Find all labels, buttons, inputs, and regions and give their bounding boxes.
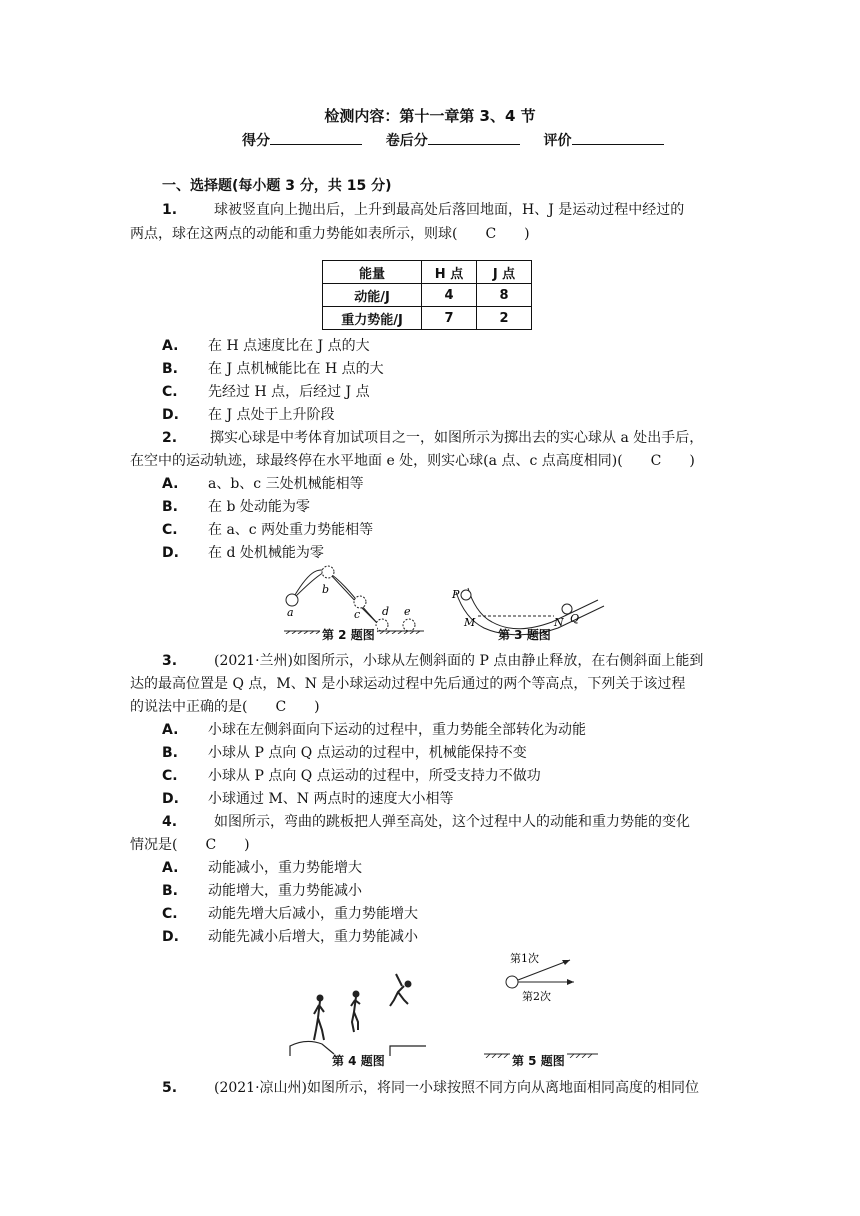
option-label: A. [162, 338, 179, 354]
option-text: 在 a、c 两处重力势能相等 [208, 522, 374, 538]
q5-stem-line1 [162, 1078, 699, 1098]
option-label: D. [162, 545, 179, 561]
q1-stem-line2: 两点，球在这两点的动能和重力势能如表所示，则球( C ) [130, 226, 530, 242]
ball-a [286, 594, 298, 606]
figure-5-caption: 第 5 题图 [512, 1054, 565, 1068]
q4-option-a [162, 858, 362, 878]
option-text: 在 H 点速度比在 J 点的大 [208, 338, 370, 354]
table-cell: 4 [422, 284, 477, 307]
option-text: a、b、c 三处机械能相等 [208, 476, 364, 492]
option-label: C. [162, 768, 178, 784]
q3-stem-text1: (2021·兰州)如图所示，小球从左侧斜面的 P 点由静止释放，在右侧斜面上能到 [214, 653, 704, 669]
q4-stem-line1 [162, 812, 690, 832]
option-label: B. [162, 883, 178, 899]
option-text: 小球从 P 点向 Q 点运动的过程中，所受支持力不做功 [208, 768, 541, 784]
option-label: B. [162, 361, 178, 377]
after-score-blank [428, 130, 520, 145]
option-label: C. [162, 384, 178, 400]
q1-option-b [162, 359, 384, 379]
score-line [242, 130, 664, 151]
table-header-cell: J 点 [477, 261, 532, 284]
q2-stem-text1: 掷实心球是中考体育加试项目之一，如图所示为掷出去的实心球从 a 处出手后， [210, 430, 704, 446]
option-text: 动能先增大后减小，重力势能增大 [208, 906, 418, 922]
option-label: D. [162, 791, 179, 807]
option-text: 在 b 处动能为零 [208, 499, 310, 515]
label-b: b [322, 583, 330, 596]
energy-table [322, 260, 532, 330]
q2-option-c [162, 520, 373, 540]
q4-stem-text1: 如图所示，弯曲的跳板把人弹至高处，这个过程中人的动能和重力势能的变化 [214, 814, 690, 830]
q1-option-a [162, 336, 370, 356]
score-label: 得分 [242, 133, 270, 149]
figure-5-directions [478, 950, 608, 1058]
option-label: A. [162, 722, 179, 738]
ball-c [354, 596, 366, 608]
q4-option-c [162, 904, 418, 924]
label-e: e [404, 605, 411, 618]
q5-number: 5. [162, 1080, 178, 1096]
ball-b [322, 566, 334, 578]
q1-number: 1. [162, 202, 178, 218]
q4-option-b [162, 881, 362, 901]
q3-stem-line2: 达的最高位置是 Q 点，M、N 是小球运动过程中先后通过的两个等高点，下列关于该过程 [130, 676, 686, 692]
figure-4-caption: 第 4 题图 [332, 1054, 385, 1068]
q1-option-d [162, 405, 335, 425]
ball-e [403, 619, 415, 631]
q2-option-b [162, 497, 310, 517]
q2-option-d [162, 543, 324, 563]
eval-label: 评价 [543, 133, 572, 149]
figure-2-caption: 第 2 题图 [322, 628, 375, 642]
label-first: 第1次 [510, 952, 539, 965]
section-title: 一、选择题(每小题 3 分，共 15 分) [162, 178, 392, 194]
table-header-cell: 能量 [323, 261, 422, 284]
ball [506, 976, 518, 988]
label-d: d [382, 605, 390, 618]
option-text: 动能减小，重力势能增大 [208, 860, 362, 876]
q3-stem-line1 [162, 651, 703, 671]
q2-stem-line2: 在空中的运动轨迹，球最终停在水平地面 e 处，则实心球(a 点、c 点高度相同)( C ) [130, 453, 695, 469]
q3-option-b [162, 743, 527, 763]
diver-figure-2 [351, 991, 360, 1032]
table-header-cell: H 点 [422, 261, 477, 284]
table-cell: 8 [477, 284, 532, 307]
option-text: 在 J 点处于上升阶段 [208, 407, 335, 423]
option-text: 小球从 P 点向 Q 点运动的过程中，机械能保持不变 [208, 745, 527, 761]
q2-option-a [162, 474, 364, 494]
option-text: 小球通过 M、N 两点时的速度大小相等 [208, 791, 454, 807]
option-label: C. [162, 906, 178, 922]
option-label: D. [162, 407, 179, 423]
option-label: D. [162, 929, 179, 945]
q3-option-d [162, 789, 454, 809]
q5-stem-text1: (2021·凉山州)如图所示，将同一小球按照不同方向从离地面相同高度的相同位 [214, 1080, 700, 1096]
option-text: 动能先减小后增大，重力势能减小 [208, 929, 418, 945]
table-cell: 重力势能/J [323, 307, 422, 330]
label-a: a [287, 606, 294, 619]
ball-d [376, 619, 388, 631]
score-blank [270, 130, 362, 145]
q4-option-d [162, 927, 418, 947]
after-score-label: 卷后分 [385, 133, 428, 149]
option-text: 动能增大，重力势能减小 [208, 883, 362, 899]
ball-p [461, 590, 471, 600]
q3-stem-line3: 的说法中正确的是( C ) [130, 699, 320, 715]
label-m: M [464, 616, 476, 629]
option-label: B. [162, 745, 178, 761]
label-p: P [452, 588, 460, 601]
table-cell: 2 [477, 307, 532, 330]
option-label: C. [162, 522, 178, 538]
page-title: 检测内容：第十一章第 3、4 节 [324, 107, 536, 125]
eval-blank [572, 130, 664, 145]
q1-option-c [162, 382, 370, 402]
figure-2-trajectory [278, 562, 428, 634]
option-text: 先经过 H 点，后经过 J 点 [208, 384, 370, 400]
figure-3-caption: 第 3 题图 [498, 628, 551, 642]
option-label: B. [162, 499, 178, 515]
option-text: 在 d 处机械能为零 [208, 545, 324, 561]
option-label: A. [162, 476, 179, 492]
option-text: 在 J 点机械能比在 H 点的大 [208, 361, 384, 377]
figure-4-springboard [286, 972, 434, 1058]
q2-number: 2. [162, 430, 178, 446]
diver-figure-3 [390, 974, 411, 1006]
table-row [323, 307, 532, 330]
table-header-row [323, 261, 532, 284]
option-text: 小球在左侧斜面向下运动的过程中，重力势能全部转化为动能 [208, 722, 586, 738]
table-cell: 动能/J [323, 284, 422, 307]
q3-option-a [162, 720, 586, 740]
diver-figure-1 [314, 995, 324, 1040]
q1-stem-line1 [162, 200, 684, 220]
q4-stem-line2: 情况是( C ) [130, 837, 250, 853]
label-c: c [354, 608, 361, 621]
table-row [323, 284, 532, 307]
q2-stem-line1 [162, 428, 703, 448]
label-n: N [554, 616, 564, 629]
q4-number: 4. [162, 814, 178, 830]
label-q: Q [570, 612, 580, 625]
q3-number: 3. [162, 653, 178, 669]
label-second: 第2次 [522, 990, 551, 1003]
table-cell: 7 [422, 307, 477, 330]
q1-stem-text1: 球被竖直向上抛出后，上升到最高处后落回地面，H、J 是运动过程中经过的 [214, 202, 685, 218]
q3-option-c [162, 766, 541, 786]
option-label: A. [162, 860, 179, 876]
